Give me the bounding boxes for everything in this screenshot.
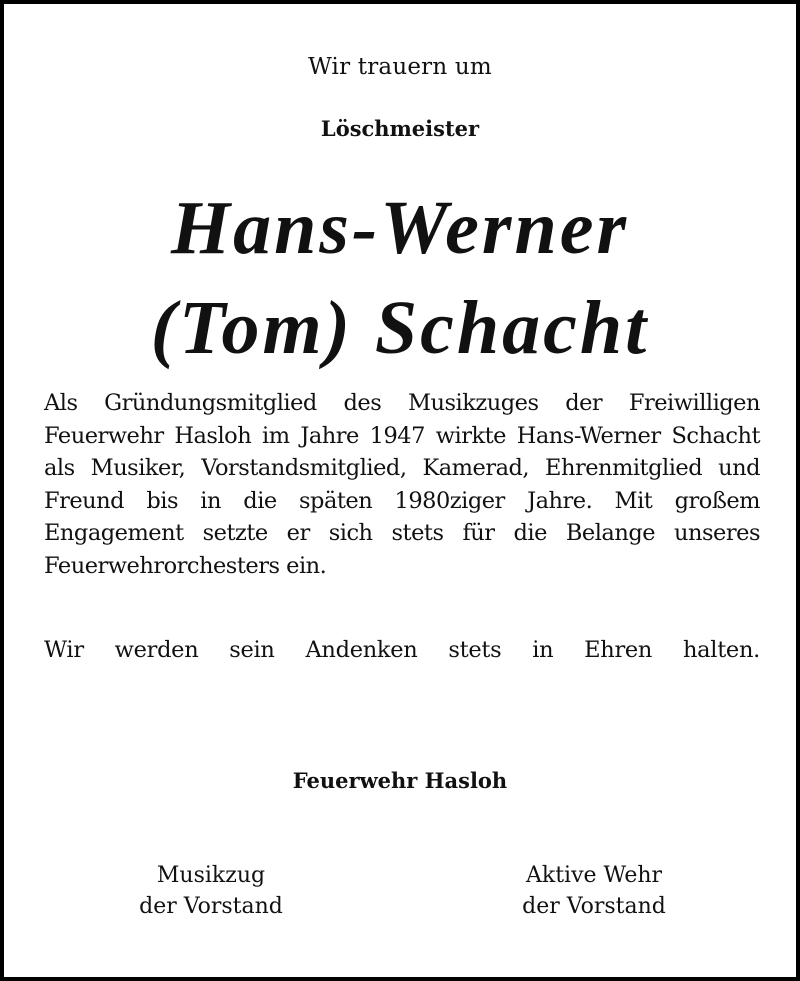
signature-musikzug xyxy=(81,860,341,922)
deceased-name-line-2: (Tom) Schacht xyxy=(150,286,650,370)
signature-aktive-wehr xyxy=(464,860,724,922)
signature-unit: Musikzug xyxy=(156,863,266,888)
intro-text: Wir trauern um xyxy=(308,54,492,80)
deceased-name-line-1: Hans-Werner xyxy=(170,186,630,270)
tribute-paragraph: Als Gründungsmitglied des Musikzuges der Freiwilligen Feuerwehr Hasloh im Jahre 1947 wirkte Hans-Werner Schacht als Musiker, Vorstandsmitglied, Kamerad, Ehrenmitglied und Freund bis in die späten 1980ziger Jahre. Mit großem Engagement setzte er sich stets für die Belange unseres Feuerwehrorchesters ein. xyxy=(44,390,760,579)
organization-name: Feuerwehr Hasloh xyxy=(292,768,508,793)
signature-role: der Vorstand xyxy=(139,894,283,919)
signature-role: der Vorstand xyxy=(522,894,666,919)
closing-sentence: Wir werden sein Andenken stets in Ehren halten. xyxy=(44,637,760,663)
rank-title: Löschmeister xyxy=(320,116,480,141)
signature-unit: Aktive Wehr xyxy=(525,863,663,888)
